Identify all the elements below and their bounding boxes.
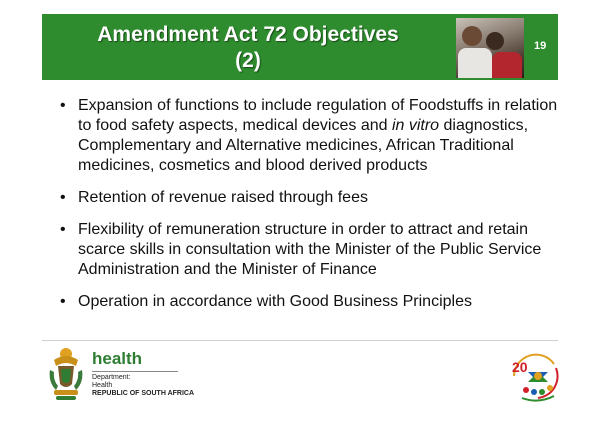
bullet-text: Expansion of functions to include regulation of Foodstuffs in relation to food safety aspects, medical devices and (78, 97, 558, 134)
footer-divider (42, 340, 558, 341)
page-number: 19 (534, 40, 547, 52)
brand-line-country: REPUBLIC OF SOUTH AFRICA (92, 390, 195, 397)
20-years-freedom-logo-icon (508, 346, 562, 406)
health-department-brand (92, 350, 194, 398)
slide-title (42, 22, 454, 74)
bullet-text: Retention of revenue raised through fees (78, 189, 368, 206)
bullet-text: Operation in accordance with Good Business Principles (78, 293, 472, 310)
slide-header (42, 14, 558, 80)
bullet-text: diagnostics, Complementary and Alternative medicines, African Traditional medicines, cosmetics and blood derived products (78, 117, 529, 174)
anniversary-number: 20 (512, 359, 528, 375)
bullet-item (60, 188, 560, 208)
slide-title-line-2: (2) (235, 49, 261, 72)
south-africa-coat-of-arms-icon (46, 346, 86, 404)
slide-title-line-1: Amendment Act 72 Objectives (97, 23, 399, 46)
brand-line-department: Department: (92, 374, 131, 381)
bullet-item (60, 292, 560, 312)
bullet-text-italic: in vitro (391, 117, 440, 134)
bullet-item (60, 220, 560, 280)
brand-divider (92, 371, 178, 372)
brand-line-health: Health (92, 382, 113, 389)
brand-name: health (92, 349, 143, 368)
bullet-text: Flexibility of remuneration structure in order to attract and retain scarce skills in consultation with the Minister of the Public Service Administration and the Minister of Finance (78, 221, 542, 278)
bullet-list (60, 96, 560, 324)
header-photo (456, 18, 524, 78)
bullet-item (60, 96, 560, 176)
